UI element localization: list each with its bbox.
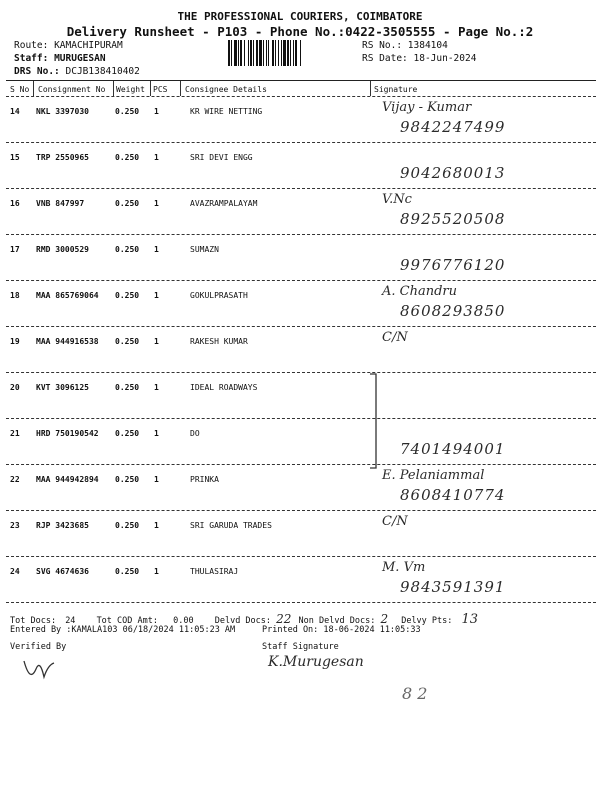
row-pcs: 1	[154, 567, 159, 576]
table-row	[0, 374, 600, 419]
row-weight: 0.250	[115, 153, 140, 162]
row-sno: 24	[10, 567, 20, 576]
margin-note: 8 2	[402, 684, 428, 703]
row-consignee: THULASIRAJ	[190, 567, 239, 576]
row-consignee: GOKULPRASATH	[190, 291, 248, 300]
signature-phone: 7401494001	[400, 440, 506, 458]
row-pcs: 1	[154, 429, 159, 438]
group-bracket	[368, 372, 382, 472]
row-consignment: MAA 944916538	[36, 337, 99, 346]
signature-phone: 8608293850	[400, 302, 506, 320]
barcode-bar	[295, 40, 297, 66]
barcode-bar	[278, 40, 279, 66]
barcode-bar	[238, 40, 239, 66]
signature-phone: 9843591391	[400, 578, 506, 596]
row-sno: 22	[10, 475, 20, 484]
drs-value: DCJB138410402	[65, 66, 140, 77]
col-weight: Weight	[116, 85, 145, 94]
staff-signature: K.Murugesan	[268, 654, 364, 670]
tot-docs-value: 24	[65, 616, 76, 626]
barcode-bar	[248, 40, 249, 66]
row-pcs: 1	[154, 245, 159, 254]
row-consignment: NKL 3397030	[36, 107, 89, 116]
route-value: KAMACHIPURAM	[54, 40, 123, 51]
signature-phone: 9042680013	[400, 164, 506, 182]
row-sno: 19	[10, 337, 20, 346]
rs-no-label: RS No.:	[362, 40, 403, 51]
drs-line	[14, 66, 140, 77]
row-weight: 0.250	[115, 199, 140, 208]
row-consignment: SVG 4674636	[36, 567, 89, 576]
col-divider	[370, 81, 371, 96]
non-delvd-value: 2	[380, 612, 389, 626]
printed-on: Printed On: 18-06-2024 11:05:33	[262, 625, 421, 635]
table-row	[0, 558, 600, 603]
table-row	[0, 282, 600, 327]
row-sno: 20	[10, 383, 20, 392]
row-pcs: 1	[154, 199, 159, 208]
row-sno: 14	[10, 107, 20, 116]
table-row	[0, 144, 600, 189]
row-rule	[6, 142, 596, 143]
delvd-value: 22	[276, 612, 292, 626]
row-weight: 0.250	[115, 567, 140, 576]
rs-no-value: 1384104	[407, 40, 448, 51]
row-rule	[6, 188, 596, 189]
row-weight: 0.250	[115, 475, 140, 484]
signature-name: A. Chandru	[382, 284, 458, 299]
row-consignee: IDEAL ROADWAYS	[190, 383, 258, 392]
staff-value: MURUGESAN	[54, 53, 106, 64]
barcode-bar	[263, 40, 264, 66]
non-delvd-label: Non Delvd Docs:	[298, 616, 376, 626]
row-pcs: 1	[154, 475, 159, 484]
barcode-bar	[275, 40, 276, 66]
row-rule	[6, 602, 596, 603]
row-pcs: 1	[154, 153, 159, 162]
row-rule	[6, 510, 596, 511]
signature-name: V.Nc	[382, 192, 412, 207]
row-consignee: KR WIRE NETTING	[190, 107, 263, 116]
tot-cod-label: Tot COD Amt:	[96, 616, 158, 626]
barcode-bar	[234, 40, 237, 66]
signature-name: C/N	[382, 330, 408, 345]
row-pcs: 1	[154, 337, 159, 346]
signature-phone: 9976776120	[400, 256, 506, 274]
col-divider	[150, 81, 151, 96]
col-divider	[113, 81, 114, 96]
row-consignee: SRI DEVI ENGG	[190, 153, 253, 162]
barcode-bar	[253, 40, 254, 66]
col-divider	[33, 81, 34, 96]
table-row	[0, 328, 600, 373]
col-divider	[180, 81, 181, 96]
row-rule	[6, 464, 596, 465]
row-consignment: TRP 2550965	[36, 153, 89, 162]
barcode-bar	[283, 40, 286, 66]
rs-no-line	[362, 40, 448, 51]
staff-signature-label: Staff Signature	[262, 642, 339, 652]
row-consignment: MAA 865769064	[36, 291, 99, 300]
row-rule	[6, 372, 596, 373]
row-consignee: SUMAZN	[190, 245, 219, 254]
barcode-bar	[266, 40, 267, 66]
table-row	[0, 190, 600, 235]
table-row	[0, 236, 600, 281]
row-sno: 18	[10, 291, 20, 300]
row-weight: 0.250	[115, 429, 140, 438]
staff-label: Staff:	[14, 53, 49, 64]
col-signature: Signature	[374, 85, 418, 94]
route-label: Route:	[14, 40, 49, 51]
row-weight: 0.250	[115, 337, 140, 346]
drs-label: DRS No.:	[14, 66, 60, 77]
barcode-bar	[250, 40, 252, 66]
row-rule	[6, 418, 596, 419]
tot-cod-value: 0.00	[173, 616, 194, 626]
table-row	[0, 420, 600, 465]
signature-name: M. Vm	[382, 560, 426, 575]
row-pcs: 1	[154, 107, 159, 116]
entered-by: Entered By :KAMALA103 06/18/2024 11:05:23 AM	[10, 625, 236, 635]
barcode-bar	[290, 40, 291, 66]
row-consignment: MAA 944942894	[36, 475, 99, 484]
barcode-bar	[231, 40, 232, 66]
rs-date-line	[362, 53, 476, 64]
row-rule	[6, 234, 596, 235]
row-sno: 16	[10, 199, 20, 208]
tot-docs-label: Tot Docs:	[10, 616, 57, 626]
row-rule	[6, 326, 596, 327]
row-weight: 0.250	[115, 521, 140, 530]
col-sno: S No	[10, 85, 30, 94]
table-row	[0, 98, 600, 143]
row-consignee: DO	[190, 429, 200, 438]
barcode	[228, 40, 356, 66]
row-consignment: RJP 3423685	[36, 521, 89, 530]
signature-phone: 8925520508	[400, 210, 506, 228]
delvy-pts-value: 13	[461, 612, 479, 627]
barcode-bar	[244, 40, 245, 66]
row-pcs: 1	[154, 291, 159, 300]
delvd-label: Delvd Docs:	[214, 616, 272, 626]
row-pcs: 1	[154, 383, 159, 392]
signature-name: C/N	[382, 514, 408, 529]
runsheet-subtitle: Delivery Runsheet - P103 - Phone No.:0422-3505555 - Page No.:2	[66, 24, 534, 39]
header-bottom-rule	[6, 96, 596, 97]
row-consignee: PRINKA	[190, 475, 219, 484]
table-row	[0, 466, 600, 511]
delvy-pts-label: Delvy Pts:	[401, 616, 453, 626]
row-consignee: RAKESH KUMAR	[190, 337, 248, 346]
barcode-bar	[281, 40, 282, 66]
row-sno: 17	[10, 245, 20, 254]
row-consignment: KVT 3096125	[36, 383, 89, 392]
verified-signature	[20, 655, 70, 685]
row-sno: 23	[10, 521, 20, 530]
row-rule	[6, 280, 596, 281]
company-title: THE PROFESSIONAL COURIERS, COIMBATORE	[177, 10, 423, 23]
row-consignee: SRI GARUDA TRADES	[190, 521, 272, 530]
col-pcs: PCS	[153, 85, 168, 94]
row-sno: 21	[10, 429, 20, 438]
rs-date-label: RS Date:	[362, 53, 408, 64]
barcode-bar	[272, 40, 274, 66]
row-weight: 0.250	[115, 107, 140, 116]
row-sno: 15	[10, 153, 20, 162]
row-weight: 0.250	[115, 383, 140, 392]
rs-date-value: 18-Jun-2024	[413, 53, 477, 64]
barcode-bar	[228, 40, 230, 66]
col-consignment: Consignment No	[38, 85, 106, 94]
row-weight: 0.250	[115, 291, 140, 300]
row-consignee: AVAZRAMPALAYAM	[190, 199, 258, 208]
barcode-bar	[287, 40, 289, 66]
row-weight: 0.250	[115, 245, 140, 254]
row-consignment: RMD 3000529	[36, 245, 89, 254]
signature-name: E. Pelaniammal	[382, 468, 485, 483]
barcode-bar	[293, 40, 294, 66]
row-pcs: 1	[154, 521, 159, 530]
col-consignee: Consignee Details	[185, 85, 267, 94]
barcode-bar	[300, 40, 301, 66]
row-rule	[6, 556, 596, 557]
barcode-bar	[259, 40, 262, 66]
staff-line	[14, 53, 106, 64]
verified-by-label: Verified By	[10, 642, 67, 652]
barcode-bar	[240, 40, 242, 66]
signature-phone: 9842247499	[400, 118, 506, 136]
row-consignment: VNB 847997	[36, 199, 85, 208]
row-consignment: HRD 750190542	[36, 429, 99, 438]
header-top-rule	[6, 80, 596, 81]
signature-phone: 8608410774	[400, 486, 506, 504]
route-line	[14, 40, 123, 51]
signature-name: Vijay - Kumar	[382, 100, 472, 115]
barcode-bar	[256, 40, 258, 66]
table-row	[0, 512, 600, 557]
barcode-bar	[268, 40, 269, 66]
